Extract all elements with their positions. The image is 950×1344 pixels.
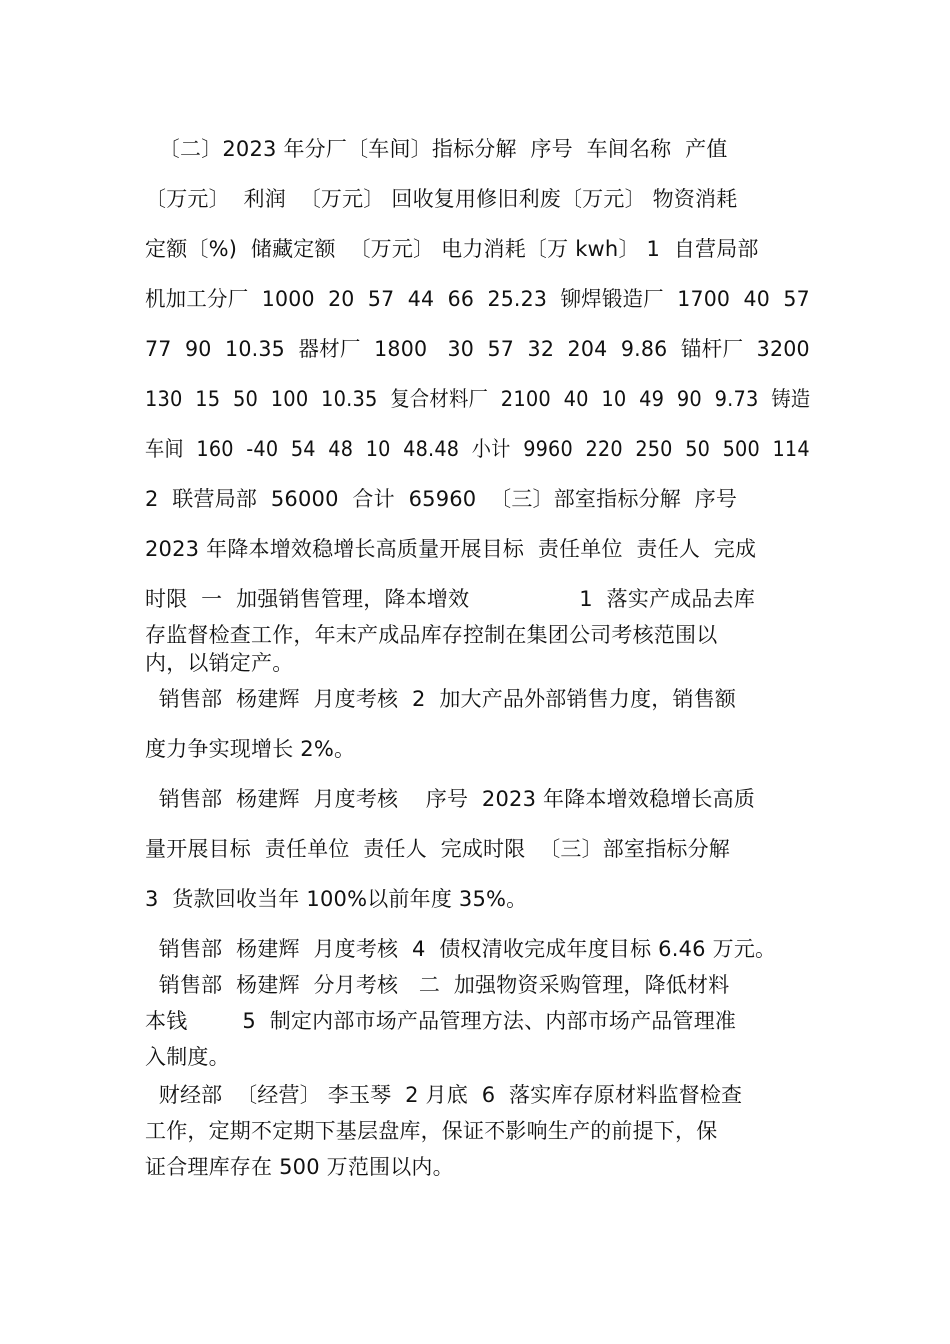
text-line: 量开展目标 责任单位 责任人 完成时限 〔三〕部室指标分解	[145, 837, 730, 861]
text-line: 内，以销定产。	[145, 651, 294, 675]
text-line: 度力争实现增长 2%。	[145, 737, 356, 761]
text-line: 销售部 杨建辉 月度考核 4 债权清收完成年度目标 6.46 万元。	[145, 937, 777, 961]
text-line: 2023 年降本增效稳增长高质量开展目标 责任单位 责任人 完成	[145, 537, 757, 561]
text-line: 130 15 50 100 10.35 复合材料厂 2100 40 10 49 90 9.73 铸造	[145, 387, 811, 411]
text-line: 本钱 5 制定内部市场产品管理方法、内部市场产品管理准	[145, 1009, 737, 1033]
text-line: 定额〔%) 储藏定额 〔万元〕 电力消耗〔万 kwh〕 1 自营局部	[145, 237, 759, 261]
text-line: 工作，定期不定期下基层盘库，保证不影响生产的前提下，保	[145, 1119, 718, 1143]
text-line: 〔万元〕 利润 〔万元〕 回收复用修旧利废〔万元〕 物资消耗	[145, 187, 738, 211]
text-line: 机加工分厂 1000 20 57 44 66 25.23 铆焊锻造厂 1700 40 57	[145, 287, 810, 311]
text-line: 销售部 杨建辉 月度考核 序号 2023 年降本增效稳增长高质	[145, 787, 756, 811]
text-line: 存监督检查工作，年末产成品库存控制在集团公司考核范围以	[145, 623, 718, 647]
text-line: 77 90 10.35 器材厂 1800 30 57 32 204 9.86 锚杆厂 3200	[145, 337, 810, 361]
text-line: 车间 160 -40 54 48 10 48.48 小计 9960 220 250 50 500 114	[145, 437, 810, 461]
text-line: 证合理库存在 500 万范围以内。	[145, 1155, 454, 1179]
text-line: 入制度。	[145, 1045, 230, 1069]
text-line: 3 货款回收当年 100%以前年度 35%。	[145, 887, 528, 911]
text-line: 销售部 杨建辉 月度考核 2 加大产品外部销售力度，销售额	[145, 687, 737, 711]
text-line: 2 联营局部 56000 合计 65960 〔三〕部室指标分解 序号	[145, 487, 738, 511]
text-line: 销售部 杨建辉 分月考核 二 加强物资采购管理，降低材料	[145, 973, 730, 997]
text-line: 〔二〕2023 年分厂〔车间〕指标分解 序号 车间名称 产值	[145, 137, 728, 161]
text-line: 财经部 〔经营〕 李玉琴 2 月底 6 落实库存原材料监督检查	[145, 1083, 743, 1107]
text-line: 时限 一 加强销售管理，降本增效 1 落实产成品去库	[145, 587, 756, 611]
